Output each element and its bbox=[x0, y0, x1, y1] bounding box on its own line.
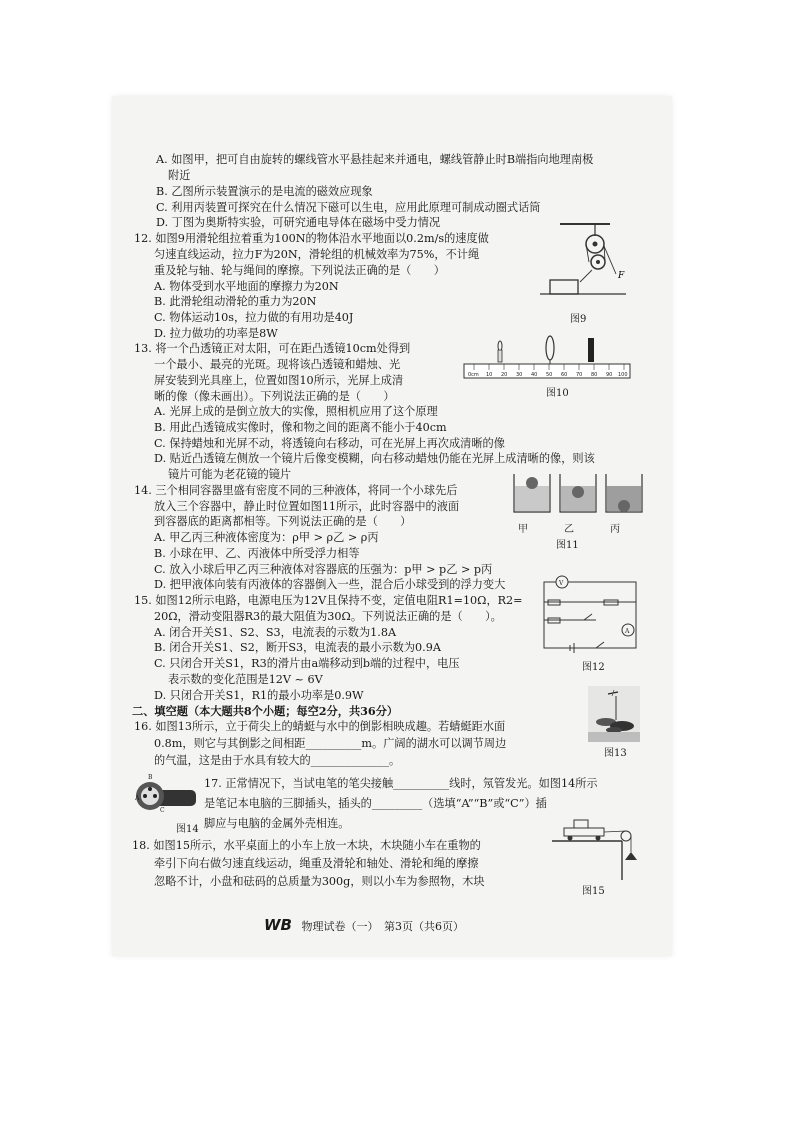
q11-option-a: A. 如图甲，把可自由旋转的螺线管水平悬挂起来并通电，螺线管静止时B端指向地理南极 bbox=[156, 153, 594, 166]
q12-option-d: D. 拉力做功的功率是8W bbox=[154, 327, 278, 340]
q13-stem-2: 一个最小、最亮的光斑。现将该凸透镜和蜡烛、光 bbox=[154, 358, 401, 371]
q14-option-c: C. 放入小球后甲乙丙三种液体对容器底的压强为：p甲 > p乙 > p丙 bbox=[154, 563, 493, 576]
ruler-tick-label: 0cm bbox=[468, 372, 479, 378]
svg-text:V: V bbox=[559, 580, 564, 587]
q11-option-c: C. 利用丙装置可探究在什么情况下磁可以生电，应用此原理可制成动圈式话筒 bbox=[156, 201, 541, 214]
figure-9-pulley bbox=[540, 222, 630, 306]
ruler-tick-label: 20 bbox=[501, 372, 508, 378]
q15-option-c-cont: 表示数的变化范围是12V ~ 6V bbox=[168, 673, 323, 686]
q13-option-b: B. 用此凸透镜成实像时，像和物之间的距离不能小于40cm bbox=[154, 421, 447, 434]
figure-11-containers bbox=[510, 472, 650, 516]
figure-15-caption: 图15 bbox=[582, 886, 605, 897]
svg-text:A: A bbox=[135, 795, 140, 802]
svg-text:A: A bbox=[625, 628, 630, 635]
q14-option-d: D. 把甲液体向装有丙液体的容器倒入一些，混合后小球受到的浮力变大 bbox=[154, 578, 506, 591]
figure-9-caption: 图9 bbox=[570, 314, 587, 325]
q18-stem-2: 牵引下向右做匀速直线运动，绳重及滑轮和轴处、滑轮和绳的摩擦 bbox=[154, 857, 479, 870]
q13-stem-3: 屏安装到光具座上，位置如图10所示，光屏上成清 bbox=[154, 374, 404, 387]
figure-14-three-pin-plug bbox=[130, 772, 200, 818]
q15-option-c: C. 只闭合开关S1，R3的滑片由a端移动到b端的过程中，电压 bbox=[154, 657, 460, 670]
q13-option-d: D. 贴近凸透镜左侧放一个镜片后像变模糊，向右移动蜡烛仍能在光屏上成清晰的像，则该 bbox=[154, 452, 595, 465]
figure-11-label-yi: 乙 bbox=[564, 524, 574, 535]
figure-15-cart bbox=[552, 816, 648, 880]
q12-stem-2: 匀速直线运动，拉力F为20N，滑轮组的机械效率为75%，不计绳 bbox=[154, 248, 480, 261]
q14-option-b: B. 小球在甲、乙、丙液体中所受浮力相等 bbox=[154, 547, 360, 560]
figure-10-optical-bench bbox=[462, 332, 634, 384]
q12-option-a: A. 物体受到水平地面的摩擦力为20N bbox=[154, 280, 339, 293]
figure-11-label-jia: 甲 bbox=[518, 524, 528, 535]
q17-stem-3: 脚应与电脑的金属外壳相连。 bbox=[204, 817, 350, 830]
ruler-tick-label: 40 bbox=[531, 372, 538, 378]
q12-option-b: B. 此滑轮组动滑轮的重力为20N bbox=[154, 295, 317, 308]
q17-stem: 17. 正常情况下，当试电笔的笔尖接触__________线时，氖管发光。如图14所示 bbox=[204, 777, 598, 790]
ruler-tick-label: 10 bbox=[486, 372, 493, 378]
section-fill-in-heading: 二、填空题（本大题共8个小题；每空2分，共36分） bbox=[132, 704, 399, 718]
figure-12-circuit bbox=[536, 572, 646, 656]
ruler-tick-label: 90 bbox=[606, 372, 613, 378]
figure-14-caption: 图14 bbox=[176, 824, 199, 835]
q14-stem-2: 放入三个容器中，静止时位置如图11所示，此时容器中的液面 bbox=[154, 500, 460, 513]
figure-12-caption: 图12 bbox=[582, 662, 605, 673]
q11-option-a-cont: 附近 bbox=[168, 169, 191, 182]
figure-9-force-label: F bbox=[618, 271, 625, 281]
page-footer bbox=[264, 916, 464, 934]
q12-option-c: C. 物体运动10s，拉力做的有用功是40J bbox=[154, 311, 354, 324]
q15-option-a: A. 闭合开关S1、S2、S3，电流表的示数为1.8A bbox=[154, 626, 397, 639]
figure-11-label-bing: 丙 bbox=[610, 524, 620, 535]
q12-stem-3: 重及轮与轴、轮与绳间的摩擦。下列说法正确的是（ ） bbox=[154, 264, 445, 277]
q18-stem: 18. 如图15所示，水平桌面上的小车上放一木块，木块随小车在重物的 bbox=[132, 839, 481, 852]
svg-text:B: B bbox=[148, 774, 153, 781]
ruler-tick-label: 100 bbox=[618, 372, 628, 378]
ruler-tick-label: 30 bbox=[516, 372, 523, 378]
q13-stem-4: 晰的像（像未画出）。下列说法正确的是（ ） bbox=[154, 390, 395, 403]
ruler-tick-label: 80 bbox=[591, 372, 598, 378]
q15-stem-2: 20Ω，滑动变阻器R3的最大阻值为30Ω。下列说法正确的是（ ）。 bbox=[154, 610, 502, 623]
q11-option-b: B. 乙图所示装置演示的是电流的磁效应现象 bbox=[156, 185, 373, 198]
q16-stem: 16. 如图13所示，立于荷尖上的蜻蜓与水中的倒影相映成趣。若蜻蜓距水面 bbox=[134, 720, 506, 733]
q16-stem-3: 的气温，这是由于水具有较大的______________。 bbox=[154, 754, 401, 767]
svg-text:C: C bbox=[160, 807, 165, 814]
q13-option-c: C. 保持蜡烛和光屏不动，将透镜向右移动，可在光屏上再次成清晰的像 bbox=[154, 437, 505, 450]
q17-stem-2: 是笔记本电脑的三脚插头，插头的_________（选填“A”“B”或“C”）插 bbox=[204, 797, 547, 810]
q13-option-a: A. 光屏上成的是倒立放大的实像，照相机应用了这个原理 bbox=[154, 405, 438, 418]
figure-13-caption: 图13 bbox=[604, 748, 627, 759]
q15-stem: 15. 如图12所示电路，电源电压为12V且保持不变，定值电阻R1=10Ω，R2= bbox=[134, 594, 523, 607]
figure-10-caption: 图10 bbox=[546, 388, 569, 399]
q13-stem: 13. 将一个凸透镜正对太阳，可在距凸透镜10cm处得到 bbox=[134, 342, 411, 355]
figure-11-caption: 图11 bbox=[556, 540, 579, 551]
q15-option-d: D. 只闭合开关S1，R1的最小功率是0.9W bbox=[154, 689, 364, 702]
exam-page bbox=[112, 96, 672, 956]
q14-stem-3: 到容器底的距离都相等。下列说法正确的是（ ） bbox=[154, 515, 412, 528]
q12-stem: 12. 如图9用滑轮组拉着重为100N的物体沿水平地面以0.2m/s的速度做 bbox=[134, 232, 489, 245]
q11-option-d: D. 丁图为奥斯特实验，可研究通电导体在磁场中受力情况 bbox=[156, 216, 441, 229]
ruler-tick-label: 50 bbox=[546, 372, 553, 378]
q14-option-a: A. 甲乙丙三种液体密度为：ρ甲 > ρ乙 > ρ丙 bbox=[154, 531, 379, 544]
q18-stem-3: 忽略不计，小盘和砝码的总质量为300g，则以小车为参照物，木块 bbox=[154, 875, 485, 888]
footer-page-info: 物理试卷（一） 第3页（共6页） bbox=[301, 920, 464, 933]
ruler-tick-label: 60 bbox=[561, 372, 568, 378]
q16-stem-2: 0.8m，则它与其倒影之间相距__________m。广阔的湖水可以调节周边 bbox=[154, 737, 507, 750]
figure-13-dragonfly bbox=[588, 686, 640, 742]
publisher-logo: WB bbox=[264, 916, 292, 934]
q14-stem: 14. 三个相同容器里盛有密度不同的三种液体，将同一个小球先后 bbox=[134, 484, 458, 497]
ruler-tick-label: 70 bbox=[576, 372, 583, 378]
q15-option-b: B. 闭合开关S1、S2，断开S3，电流表的最小示数为0.9A bbox=[154, 641, 441, 654]
q13-option-d-cont: 镜片可能为老花镜的镜片 bbox=[168, 468, 292, 481]
